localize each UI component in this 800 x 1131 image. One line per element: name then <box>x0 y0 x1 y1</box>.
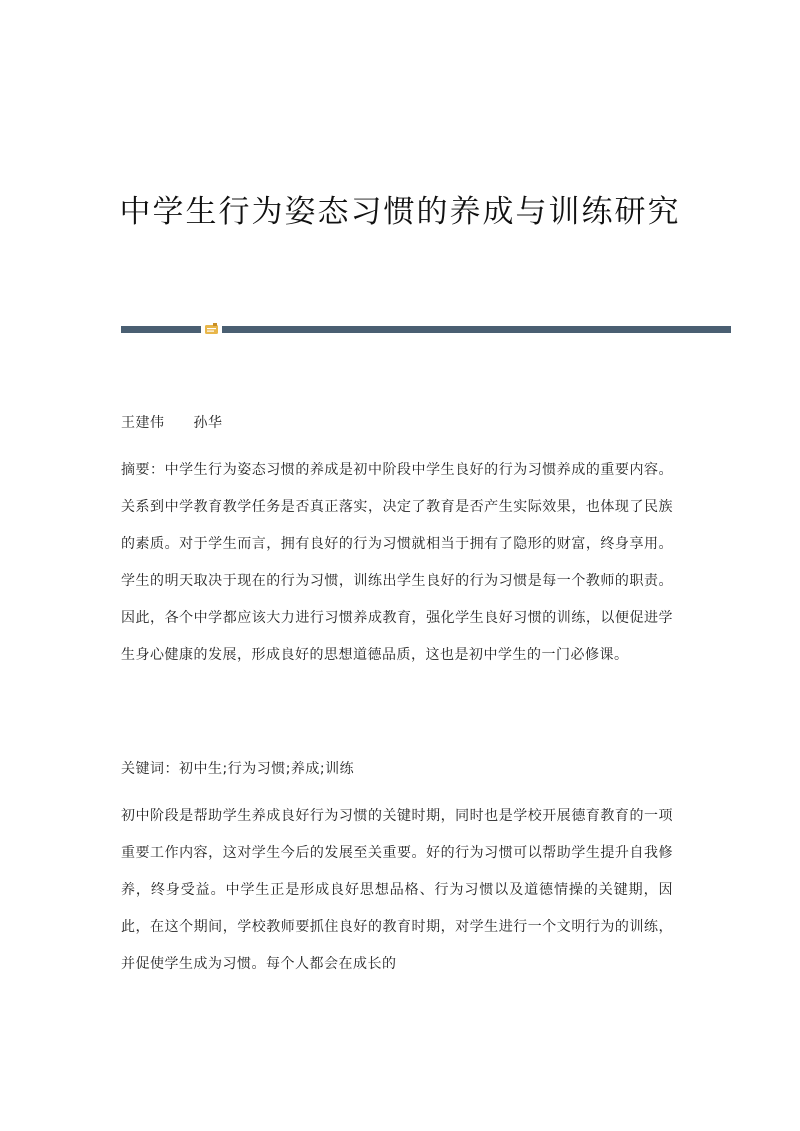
pencil-icon <box>204 322 219 336</box>
document-title: 中学生行为姿态习惯的养成与训练研究 <box>119 194 681 230</box>
authors-line: 王建伟 孙华 <box>121 415 223 431</box>
divider-bar-right <box>222 326 731 333</box>
divider-bar-left <box>121 326 201 333</box>
title-divider <box>121 326 731 334</box>
keywords-line: 关键词：初中生;行为习惯;养成;训练 <box>121 761 355 777</box>
abstract-paragraph: 摘要：中学生行为姿态习惯的养成是初中阶段中学生良好的行为习惯养成的重要内容。关系到中学教育教学任务是否真正落实，决定了教育是否产生实际效果，也体现了民族的素质。对于学生而言，拥有良好的行为习惯就相当于拥有了隐形的财富，终身享用。学生的明天取决于现在的行为习惯，训练出学生良好的行为习惯是每一个教师的职责。因此，各个中学都应该大力进行习惯养成教育，强化学生良好习惯的训练，以便促进学生身心健康的发展，形成良好的思想道德品质，这也是初中学生的一门必修课。 <box>121 462 673 663</box>
body-paragraph: 初中阶段是帮助学生养成良好行为习惯的关键时期，同时也是学校开展德育教育的一项重要工作内容，这对学生今后的发展至关重要。好的行为习惯可以帮助学生提升自我修养，终身受益。中学生正是形成良好思想品格、行为习惯以及道德情操的关键期，因此，在这个期间，学校教师要抓住良好的教育时期，对学生进行一个文明行为的训练，并促使学生成为习惯。每个人都会在成长的 <box>121 808 673 972</box>
